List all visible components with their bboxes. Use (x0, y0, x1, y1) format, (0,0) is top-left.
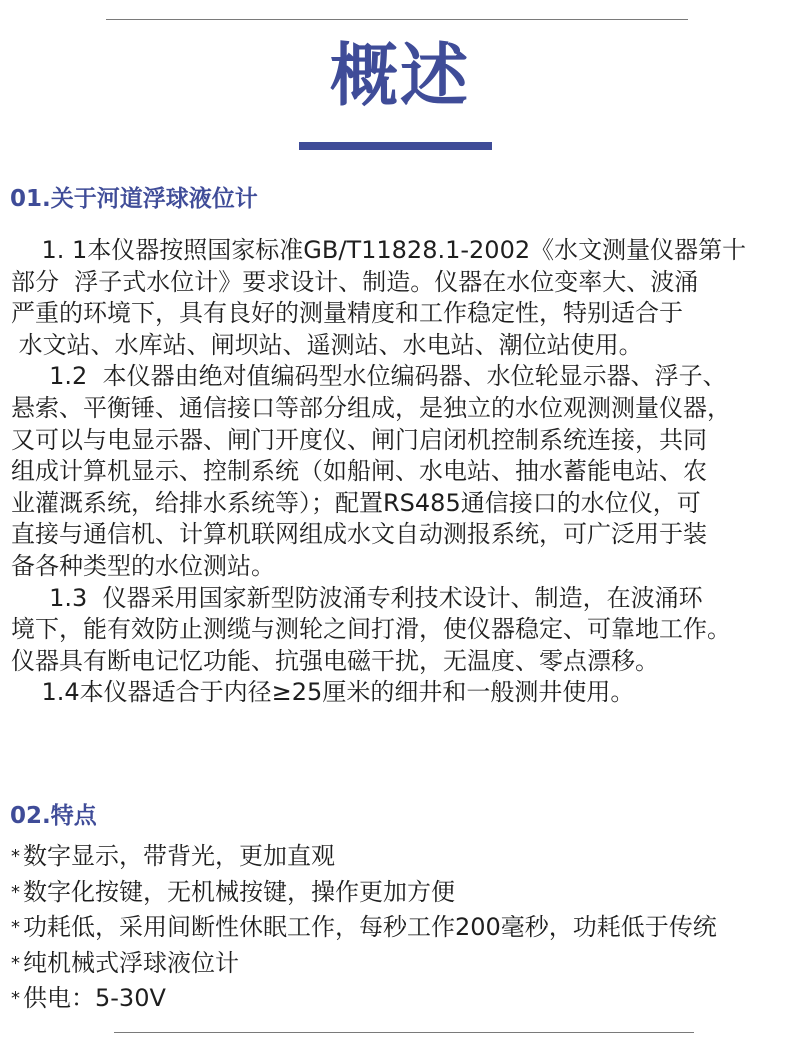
feature-text: 纯机械式浮球液位计 (23, 948, 239, 977)
overview-line: 境下，能有效防止测缆与测轮之间打滑，使仪器稳定、可靠地工作。 (11, 615, 731, 644)
overview-line: 组成计算机显示、控制系统（如船闸、水电站、抽水蓄能电站、农 (11, 457, 707, 486)
feature-text: 功耗低，采用间断性休眠工作，每秒工作200毫秒，功耗低于传统 (23, 913, 717, 942)
list-item (11, 910, 795, 946)
list-item (11, 981, 795, 1017)
overview-line: 严重的环境下，具有良好的测量精度和工作稳定性，特别适合于 (11, 299, 683, 328)
overview-line: 业灌溉系统，给排水系统等）；配置RS485通信接口的水位仪，可 (11, 488, 701, 517)
bullet-icon: * (11, 881, 20, 903)
overview-text (11, 235, 795, 709)
overview-line: 直接与通信机、计算机联网组成水文自动测报系统，可广泛用于装 (11, 520, 707, 549)
bullet-icon: * (11, 952, 20, 974)
title-underline (299, 142, 492, 150)
feature-text: 数字显示，带背光，更加直观 (23, 842, 335, 870)
list-item (11, 839, 795, 875)
section-heading-about: 01.关于河道浮球液位计 (10, 186, 258, 212)
overview-line: 又可以与电显示器、闸门开度仪、闸门启闭机控制系统连接，共同 (11, 425, 707, 454)
list-item (11, 875, 795, 911)
feature-text: 数字化按键，无机械按键，操作更加方便 (23, 877, 455, 906)
bullet-icon: * (11, 917, 20, 939)
feature-list (11, 839, 795, 1017)
overview-line: 1.2 本仪器由绝对值编码型水位编码器、水位轮显示器、浮子、 (11, 362, 727, 391)
bullet-icon: * (11, 988, 20, 1010)
bottom-divider (114, 1032, 694, 1033)
overview-line: 部分 浮子式水位计》要求设计、制造。仪器在水位变率大、波涌 (11, 267, 699, 296)
top-divider (106, 19, 688, 20)
overview-line: 水文站、水库站、闸坝站、遥测站、水电站、潮位站使用。 (11, 330, 643, 359)
page-title: 概述 (329, 37, 470, 116)
overview-line: 1.3 仪器采用国家新型防波涌专利技术设计、制造，在波涌环 (11, 583, 703, 612)
overview-line: 悬索、平衡锤、通信接口等部分组成，是独立的水位观测测量仪器， (11, 393, 731, 422)
overview-line: 1. 1本仪器按照国家标准GB/T11828.1-2002《水文测量仪器第十 (11, 236, 747, 264)
overview-line: 仪器具有断电记忆功能、抗强电磁干扰，无温度、零点漂移。 (11, 646, 659, 675)
list-item (11, 946, 795, 982)
bullet-icon: * (11, 846, 20, 867)
section-heading-features: 02.特点 (10, 803, 97, 829)
overview-line: 备各种类型的水位测站。 (11, 551, 275, 580)
feature-text: 供电：5-30V (23, 984, 166, 1013)
overview-line: 1.4本仪器适合于内径≥25厘米的细井和一般测井使用。 (11, 678, 635, 707)
